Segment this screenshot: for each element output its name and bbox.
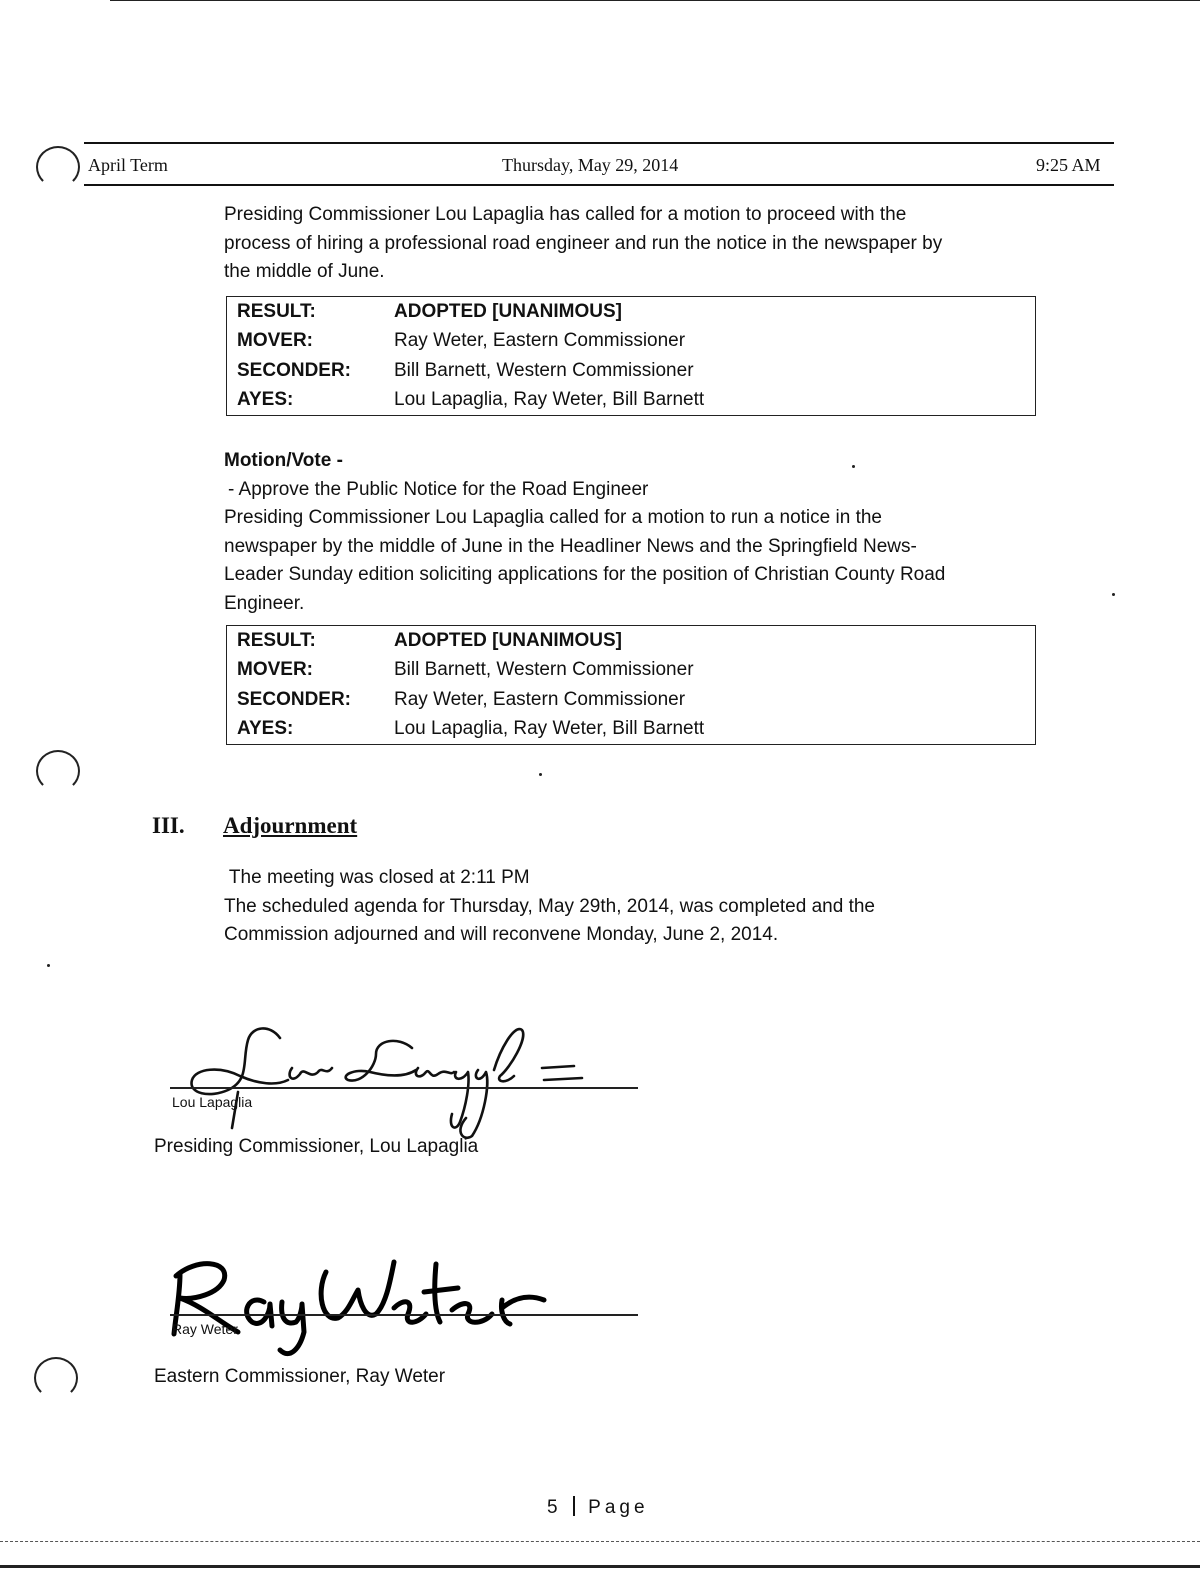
vote-value: Ray Weter, Eastern Commissioner xyxy=(394,330,686,352)
meeting-closed-line: The meeting was closed at 2:11 PM xyxy=(224,867,530,888)
vote-value: Ray Weter, Eastern Commissioner xyxy=(394,688,686,710)
section-number: III. xyxy=(152,813,185,838)
header-time: 9:25 AM xyxy=(1036,155,1101,175)
section-title: Adjournment xyxy=(223,813,358,838)
vote-row-seconder xyxy=(227,685,1035,715)
motion-item: - Approve the Public Notice for the Road Engineer xyxy=(228,478,649,500)
motion-heading: Motion/Vote - xyxy=(224,450,343,471)
paragraph-line: newspaper by the middle of June in the Headliner News and the Springfield News- xyxy=(224,535,917,557)
vote-value: ADOPTED [UNANIMOUS] xyxy=(394,300,622,322)
paragraph-line: process of hiring a professional road engineer and run the notice in the newspaper by xyxy=(224,232,943,254)
signature-printed-name: Lou Lapaglia xyxy=(172,1094,253,1110)
vote-row-result xyxy=(227,626,1035,656)
vote-row-ayes xyxy=(227,386,1035,416)
page-footer xyxy=(547,1496,649,1519)
vote-value: ADOPTED [UNANIMOUS] xyxy=(394,629,622,651)
vote-value: Bill Barnett, Western Commissioner xyxy=(394,359,694,381)
header-term: April Term xyxy=(88,155,168,175)
punch-hole-bottom xyxy=(34,1357,78,1399)
paragraph-line: the middle of June. xyxy=(224,261,385,282)
signature-line xyxy=(170,1087,638,1089)
vote-value: Lou Lapaglia, Ray Weter, Bill Barnett xyxy=(394,389,705,411)
punch-hole-middle xyxy=(36,750,80,792)
page-number: 5 xyxy=(547,1497,560,1518)
vote-row-result xyxy=(227,297,1035,327)
paragraph-line: Presiding Commissioner Lou Lapaglia has called for a motion to proceed with the xyxy=(224,204,907,225)
paragraph-line: Commission adjourned and will reconvene Monday, June 2, 2014. xyxy=(224,924,779,945)
signature-printed-name: Ray Weter xyxy=(172,1321,238,1337)
vote-result-table-2 xyxy=(226,625,1036,745)
vote-row-ayes xyxy=(227,715,1035,745)
handwritten-signature-weter xyxy=(168,1230,568,1360)
vote-result-table-1 xyxy=(226,296,1036,416)
vote-value: Bill Barnett, Western Commissioner xyxy=(394,659,694,681)
motion-section xyxy=(224,447,1044,618)
scan-speck xyxy=(1112,593,1115,596)
vote-label: MOVER: xyxy=(237,659,313,681)
vote-value: Lou Lapaglia, Ray Weter, Bill Barnett xyxy=(394,718,705,740)
vote-label: MOVER: xyxy=(237,330,313,352)
intro-paragraph xyxy=(224,201,1044,287)
page-label: Page xyxy=(588,1497,649,1518)
punch-hole-top xyxy=(36,146,80,188)
vote-row-seconder xyxy=(227,356,1035,386)
paragraph-line: The scheduled agenda for Thursday, May 29th, 2014, was completed and the xyxy=(224,895,875,917)
adjournment-paragraph xyxy=(224,864,1044,950)
scan-edge-top xyxy=(110,0,1200,1)
vote-row-mover xyxy=(227,656,1035,686)
paragraph-line: Leader Sunday edition soliciting applications for the position of Christian County Road xyxy=(224,564,946,585)
header-rule-bottom xyxy=(84,184,1114,186)
vote-label: RESULT: xyxy=(237,629,316,651)
vote-label: AYES: xyxy=(237,389,294,411)
scan-edge-bottom xyxy=(0,1565,1200,1568)
scan-dashes xyxy=(0,1541,1200,1542)
signature-title: Presiding Commissioner, Lou Lapaglia xyxy=(154,1136,479,1157)
vote-label: SECONDER: xyxy=(237,359,352,381)
signature-line xyxy=(170,1314,638,1316)
scan-speck xyxy=(539,773,542,776)
scan-speck xyxy=(47,964,50,967)
paragraph-line: Engineer. xyxy=(224,592,305,614)
vote-label: RESULT: xyxy=(237,300,316,322)
header-rule-top xyxy=(84,142,1114,144)
handwritten-signature-lapaglia xyxy=(180,1010,600,1140)
signature-title: Eastern Commissioner, Ray Weter xyxy=(154,1366,446,1387)
paragraph-line: Presiding Commissioner Lou Lapaglia called for a motion to run a notice in the xyxy=(224,507,882,528)
vote-row-mover xyxy=(227,327,1035,357)
vote-label: SECONDER: xyxy=(237,688,352,710)
vote-label: AYES: xyxy=(237,718,294,740)
page-divider xyxy=(573,1496,575,1516)
header-date: Thursday, May 29, 2014 xyxy=(502,155,679,175)
